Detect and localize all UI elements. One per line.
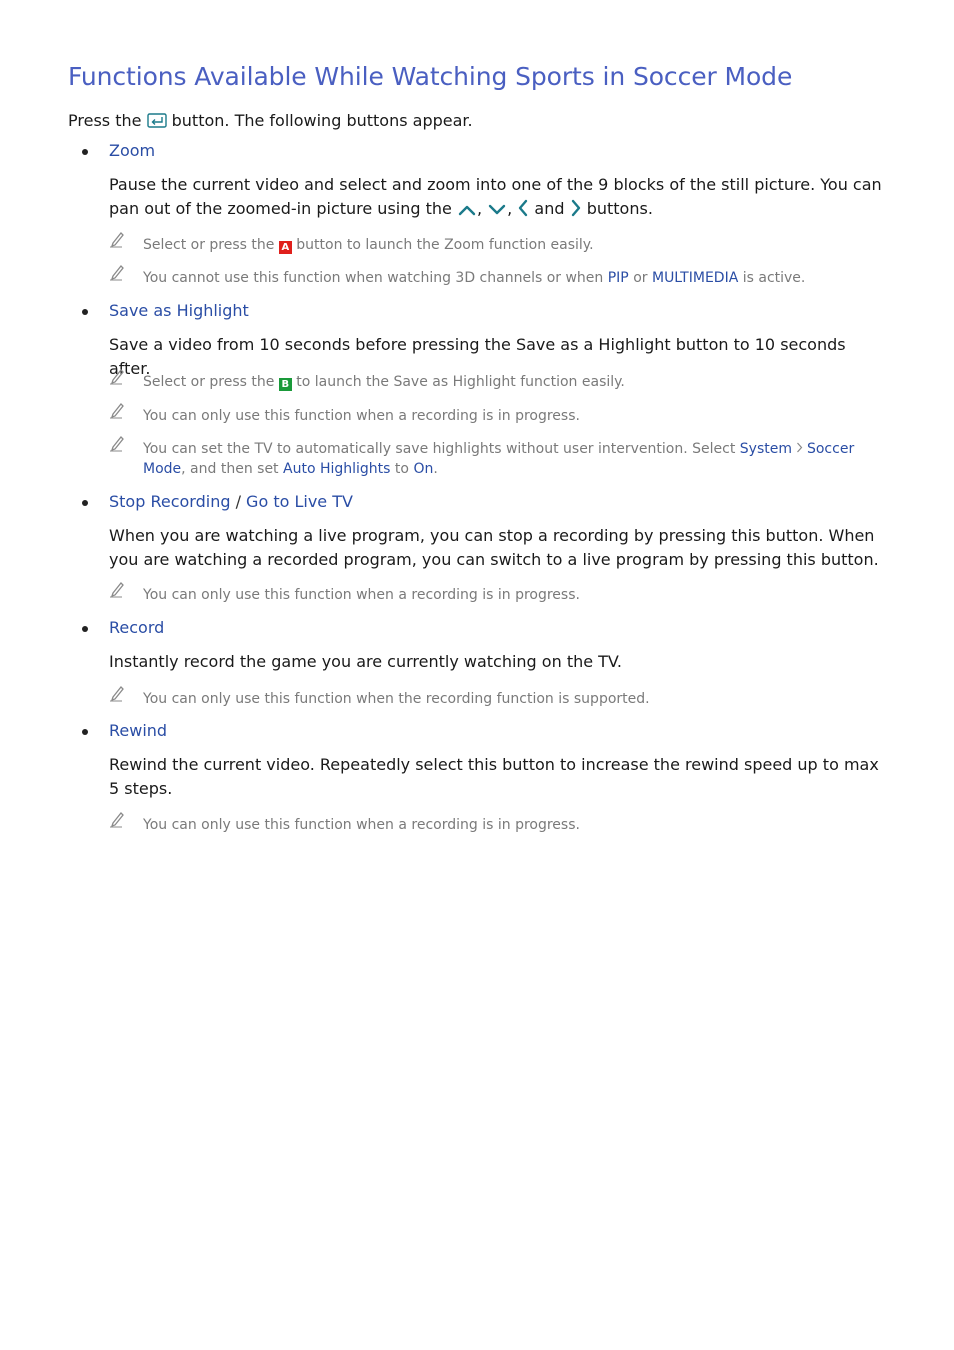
save-highlight-note-2-text: You can only use this function when a recording is in progress. — [143, 408, 580, 424]
on-link: On — [413, 461, 434, 477]
save-highlight-title: Save as Highlight — [109, 301, 249, 320]
zoom-body-line2-after: buttons. — [581, 198, 653, 218]
note-before: You can set the TV to automatically save highlights without user intervention. Select — [143, 441, 740, 457]
zoom-comma-2: , — [507, 198, 513, 218]
bullet — [82, 309, 88, 315]
right-arrow-icon — [570, 199, 582, 217]
note-before: You cannot use this function when watching 3D channels or when — [143, 270, 608, 286]
stop-recording-note-1-text: You can only use this function when a recording is in progress. — [143, 587, 580, 603]
note-before: Select or press the — [143, 237, 279, 253]
pencil-note-icon — [109, 230, 125, 248]
rewind-body: Rewind the current video. Repeatedly select this button to increase the rewind speed up to max 5 steps. — [109, 755, 879, 798]
zoom-body-line2-before: pan out of the zoomed-in picture using the — [109, 198, 457, 218]
pencil-note-icon — [109, 580, 125, 598]
note-after: is active. — [738, 270, 806, 286]
pencil-note-icon — [109, 434, 125, 452]
save-highlight-note-1-text — [143, 372, 883, 392]
note-to: to — [390, 461, 414, 477]
bullet — [82, 626, 88, 632]
stop-recording-title — [109, 492, 353, 511]
zoom-body-line2 — [109, 197, 889, 221]
left-arrow-icon — [517, 199, 529, 217]
intro-text — [68, 111, 473, 130]
record-body: Instantly record the game you are currently watching on the TV. — [109, 652, 622, 671]
title-separator: / — [230, 492, 247, 511]
intro-before: Press the — [68, 111, 147, 130]
key-b-badge: B — [279, 378, 292, 391]
enter-button-icon — [147, 113, 167, 128]
chevron-right-icon — [796, 442, 803, 453]
pencil-note-icon — [109, 263, 125, 281]
save-highlight-note-3-text — [143, 439, 883, 479]
rewind-note-1-text: You can only use this function when a recording is in progress. — [143, 817, 580, 833]
go-to-live-tv-label: Go to Live TV — [246, 492, 353, 511]
stop-recording-label: Stop Recording — [109, 492, 231, 511]
multimedia-link: MULTIMEDIA — [651, 270, 739, 286]
zoom-note-2-text — [143, 268, 883, 288]
note-or: or — [628, 270, 652, 286]
pencil-note-icon — [109, 684, 125, 702]
zoom-note-1-text — [143, 235, 883, 255]
note-after: button to launch the Zoom function easily. — [291, 237, 594, 253]
pencil-note-icon — [109, 810, 125, 828]
save-highlight-body: Save a video from 10 seconds before pressing the Save as a Highlight button to 10 seconds after. — [109, 335, 846, 378]
mode-link: Mode — [143, 461, 182, 477]
record-title: Record — [109, 618, 165, 637]
zoom-and: and — [534, 198, 565, 218]
zoom-comma-1: , — [476, 198, 483, 218]
note-before: Select or press the — [143, 374, 279, 390]
bullet — [82, 500, 88, 506]
rewind-title: Rewind — [109, 721, 168, 740]
note-end: . — [433, 461, 438, 477]
key-a-badge: A — [279, 241, 292, 254]
soccer-link: Soccer — [806, 441, 855, 457]
zoom-title: Zoom — [109, 141, 156, 160]
zoom-body-line1: Pause the current video and select and zoom into one of the 9 blocks of the still picture. You can — [109, 175, 882, 194]
record-note-1-text: You can only use this function when the recording function is supported. — [143, 691, 650, 707]
note-after: to launch the Save as Highlight function easily. — [291, 374, 625, 390]
pip-link: PIP — [607, 270, 629, 286]
intro-after: button. The following buttons appear. — [166, 111, 473, 130]
up-arrow-icon — [457, 203, 477, 217]
page-title: Functions Available While Watching Sports in Soccer Mode — [68, 62, 793, 91]
pencil-note-icon — [109, 367, 125, 385]
system-link: System — [739, 441, 792, 457]
bullet — [82, 729, 88, 735]
pencil-note-icon — [109, 401, 125, 419]
stop-recording-body: When you are watching a live program, you can stop a recording by pressing this button. When you are watching a recorded program, you can switch to a live program by pressing this button. — [109, 526, 879, 569]
bullet — [82, 149, 88, 155]
zoom-body — [109, 173, 889, 220]
auto-highlights-link: Auto Highlights — [283, 461, 391, 477]
note-mid: , and then set — [181, 461, 283, 477]
down-arrow-icon — [487, 203, 507, 217]
